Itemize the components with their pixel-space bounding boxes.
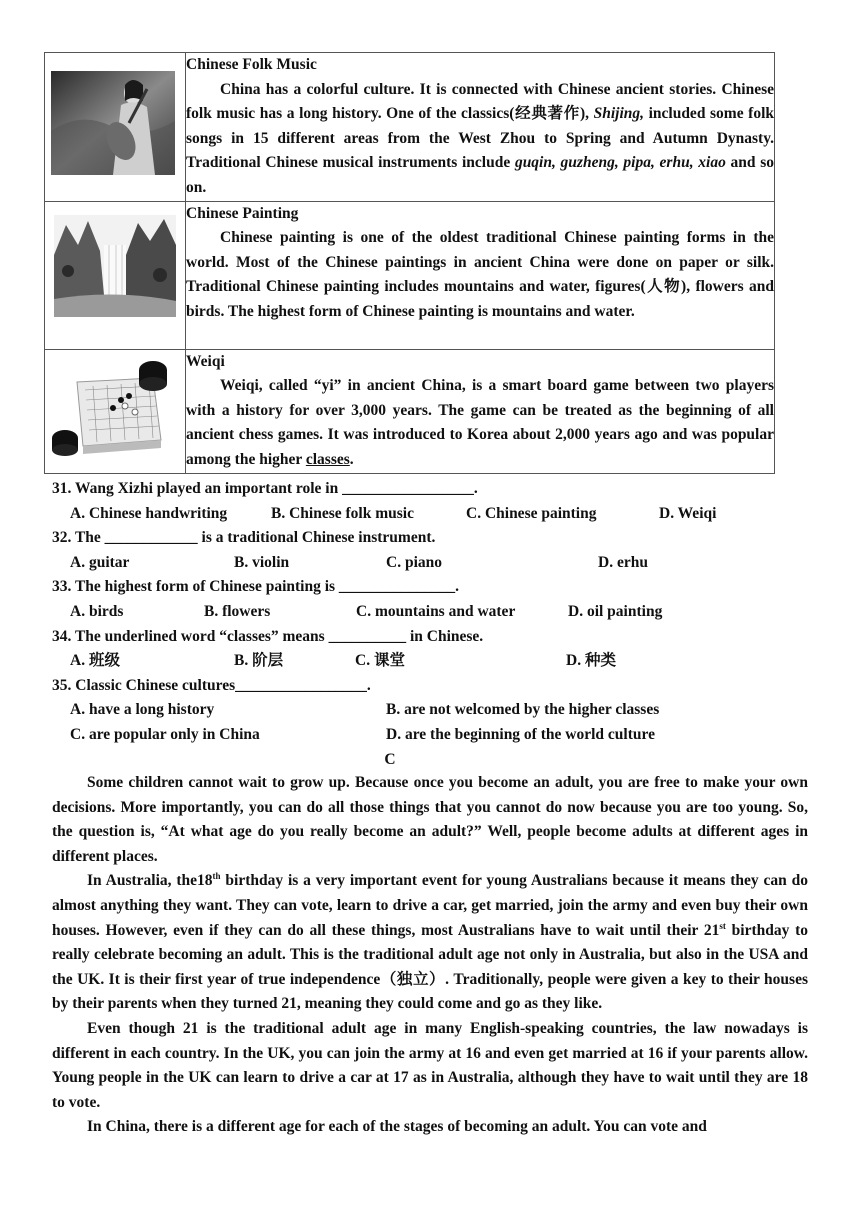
question-stem: 33. The highest form of Chinese painting is _______________. xyxy=(52,578,460,596)
options-row xyxy=(52,502,812,527)
text-run: included some folk songs in 15 different areas from the West Zhou to Spring and Autumn Dynasty. Traditional Chinese musical instruments include xyxy=(186,105,775,172)
option-c[interactable]: C. are popular only in China xyxy=(70,725,260,743)
row-description xyxy=(186,374,774,472)
question-stem: 31. Wang Xizhi played an important role in _________________. xyxy=(52,480,478,497)
options-row xyxy=(52,551,812,576)
text-run: China has a colorful culture. It is connected with Chinese ancient stories. Chinese folk music has a long history. One of the classics(经典著作), xyxy=(186,80,774,123)
question-stem: 34. The underlined word “classes” means __________ in Chinese. xyxy=(52,627,484,645)
question-stem: 35. Classic Chinese cultures_________________. xyxy=(52,676,371,694)
image-cell xyxy=(45,349,186,473)
text-run: classes xyxy=(305,450,350,468)
option-b[interactable]: B. violin xyxy=(234,553,290,571)
option-d[interactable]: D. erhu xyxy=(598,553,648,571)
questions-block xyxy=(52,477,812,772)
option-b[interactable]: B. Chinese folk music xyxy=(271,504,414,522)
text-run: and so on. xyxy=(186,154,774,196)
passage-paragraph xyxy=(52,869,808,1017)
option-a[interactable]: A. have a long history xyxy=(70,701,215,719)
options-row xyxy=(52,723,812,748)
text-run: Chinese painting is one of the oldest traditional Chinese painting forms in the world. Most of the Chinese paintings in ancient China were done on paper or silk. Traditional Chinese painting includes mountains and water, figures(人物), flowers and birds. The highest form of Chinese painting is mountains and water. xyxy=(186,229,774,320)
row-text-cell xyxy=(186,349,775,473)
option-b[interactable]: B. flowers xyxy=(204,602,271,620)
option-b[interactable]: B. are not welcomed by the higher classes xyxy=(386,701,660,719)
row-title: Weiqi xyxy=(186,352,225,370)
row-description xyxy=(186,78,774,201)
culture-info-table xyxy=(44,52,775,474)
text-run: th xyxy=(212,871,221,882)
reading-passage xyxy=(52,771,808,1140)
options-row xyxy=(52,698,812,723)
text-run: Even though 21 is the traditional adult age in many English-speaking countries, the law nowadays is different in each country. In the UK, you can join the army at 16 and even get married at 16 if your parents allow. Young people in the UK can learn to drive a car at 17 as in Australia, although they have to wait until they are 18 to vote. xyxy=(52,1019,808,1111)
row-title: Chinese Folk Music xyxy=(186,56,317,73)
option-a[interactable]: A. Chinese handwriting xyxy=(70,504,228,522)
passage-paragraph xyxy=(52,771,808,869)
text-run: In China, there is a different age for each of the stages of becoming an adult. You can vote and xyxy=(87,1118,707,1136)
options-row xyxy=(52,649,812,674)
image-cell xyxy=(45,53,186,202)
passage-paragraph xyxy=(52,1115,808,1140)
option-a[interactable]: A. guitar xyxy=(70,553,130,571)
text-run: . xyxy=(349,450,354,468)
option-c[interactable]: C. 课堂 xyxy=(355,652,405,670)
table-row xyxy=(45,53,775,202)
image-cell xyxy=(45,201,186,349)
row-description xyxy=(186,226,774,324)
text-run: st xyxy=(719,920,726,931)
option-d[interactable]: D. 种类 xyxy=(566,652,616,670)
table-row xyxy=(45,201,775,349)
option-a[interactable]: A. birds xyxy=(70,602,124,620)
passage-paragraph xyxy=(52,1017,808,1115)
landscape-waterfall-painting-icon xyxy=(54,215,176,317)
row-title: Chinese Painting xyxy=(186,204,299,222)
go-board-photo-icon xyxy=(49,356,171,460)
row-text-cell xyxy=(186,201,775,349)
row-text-cell xyxy=(186,53,775,202)
text-run: Some children cannot wait to grow up. Because once you become an adult, you are free to make your own decisions. More importantly, you can do all those things that you cannot do now because you are too young. So, the question is, “At what age do you really become an adult?” Well, people become adults at different ages in different places. xyxy=(52,774,808,865)
table-row xyxy=(45,349,775,473)
pipa-player-photo-icon xyxy=(51,71,175,175)
option-d[interactable]: D. are the beginning of the world culture xyxy=(386,725,655,743)
question-stem: 32. The ____________ is a traditional Chinese instrument. xyxy=(52,529,436,547)
options-row xyxy=(52,600,812,625)
option-c[interactable]: C. Chinese painting xyxy=(466,504,597,522)
option-d[interactable]: D. Weiqi xyxy=(659,504,717,522)
text-run: guqin, guzheng, pipa, erhu, xiao xyxy=(514,154,726,172)
text-run: In Australia, the18 xyxy=(87,872,213,890)
section-label: C xyxy=(384,750,396,768)
option-b[interactable]: B. 阶层 xyxy=(234,652,284,670)
option-c[interactable]: C. piano xyxy=(386,553,442,571)
option-d[interactable]: D. oil painting xyxy=(568,602,663,620)
text-run: birthday to really celebrate becoming an adult. This is the traditional adult age not only in Australia, but also in the USA and the UK. It is their first year of true independence（独立）. Traditionally, people were given a key to their houses by their parents when they turned 21, meaning they could come and go as they like. xyxy=(52,921,809,1013)
text-run: Weiqi, called “yi” in ancient China, is a smart board game between two players with a history for over 3,000 years. The game can be treated as the beginning of all ancient chess games. It was introduced to Korea about 2,000 years ago and was popular among the higher xyxy=(186,377,774,468)
text-run: Shijing, xyxy=(593,105,644,123)
text-run: birthday is a very important event for young Australians because it means they can do almost anything they want. They can vote, learn to drive a car, get married, join the army and even buy their own houses. However, even if they can do all these things, most Australians have to wait until their 21 xyxy=(52,872,808,939)
option-a[interactable]: A. 班级 xyxy=(70,652,120,670)
option-c[interactable]: C. mountains and water xyxy=(356,602,516,620)
